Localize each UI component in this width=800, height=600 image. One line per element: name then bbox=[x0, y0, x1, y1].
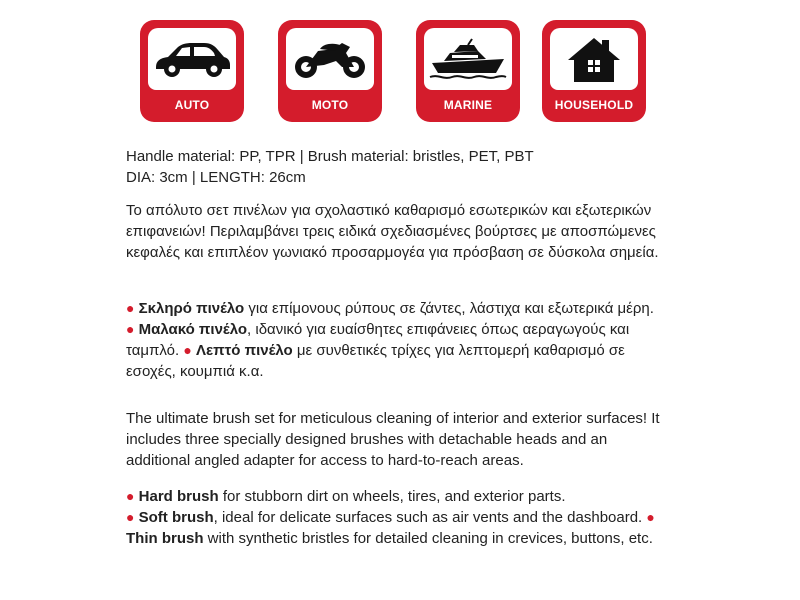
greek-item2-title: Μαλακό πινέλο bbox=[138, 321, 248, 338]
greek-brush-list bbox=[126, 298, 666, 382]
category-label: MARINE bbox=[443, 98, 493, 112]
greek-description bbox=[126, 200, 666, 263]
product-specs bbox=[126, 146, 666, 188]
specs-dimensions: DIA: 3cm | LENGTH: 26cm bbox=[126, 169, 306, 186]
english-item1-text: for stubborn dirt on wheels, tires, and exterior parts. bbox=[218, 488, 566, 505]
greek-brush-paragraph bbox=[126, 298, 666, 382]
english-brush-line2 bbox=[126, 507, 666, 549]
greek-item2-text: , ιδανικό για ευαίσθητες επιφάνειες όπως αεραγωγούς και ταμπλό. bbox=[126, 321, 630, 359]
english-brush-line1 bbox=[126, 486, 666, 507]
english-item3-title: Thin brush bbox=[126, 530, 204, 547]
english-intro-text: The ultimate brush set for meticulous cleaning of interior and exterior surfaces! It includes three specially designed brushes with detachable heads and an additional angled adapter for access to hard-to-reach areas. bbox=[126, 410, 660, 469]
english-item3-text: with synthetic bristles for detailed cleaning in crevices, buttons, etc. bbox=[203, 530, 653, 547]
specs-materials: Handle material: PP, TPR | Brush material: bristles, PET, PBT bbox=[126, 148, 534, 165]
english-item1-title: Hard brush bbox=[138, 488, 219, 505]
bullet-icon: ● bbox=[126, 300, 135, 316]
category-badge-auto bbox=[140, 20, 244, 122]
car-icon bbox=[152, 37, 232, 81]
category-badge-moto bbox=[278, 20, 382, 122]
bullet-icon: ● bbox=[126, 488, 135, 504]
bullet-icon: ● bbox=[183, 342, 192, 358]
category-label: AUTO bbox=[174, 98, 210, 112]
category-label: HOUSEHOLD bbox=[554, 98, 634, 112]
category-icons bbox=[140, 20, 660, 122]
greek-item1-text: για επίμονους ρύπους σε ζάντες, λάστιχα και εξωτερικά μέρη. bbox=[244, 300, 654, 317]
bullet-icon: ● bbox=[646, 509, 655, 525]
bullet-icon: ● bbox=[126, 509, 135, 525]
bullet-icon: ● bbox=[126, 321, 135, 337]
boat-icon bbox=[428, 37, 508, 81]
greek-item1-title: Σκληρό πινέλο bbox=[138, 300, 245, 317]
greek-item3-title: Λεπτό πινέλο bbox=[195, 342, 293, 359]
category-badge-marine bbox=[416, 20, 520, 122]
english-brush-list bbox=[126, 486, 666, 549]
category-badge-household bbox=[542, 20, 646, 122]
motorcycle-icon bbox=[290, 37, 370, 81]
greek-item3-text: με συνθετικές τρίχες για λεπτομερή καθαρισμό σε εσοχές, κουμπιά κ.α. bbox=[126, 342, 625, 380]
english-item2-text: , ideal for delicate surfaces such as air vents and the dashboard. bbox=[213, 509, 647, 526]
english-item2-title: Soft brush bbox=[138, 509, 214, 526]
greek-intro-text: Το απόλυτο σετ πινέλων για σχολαστικό καθαρισμό εσωτερικών και εξωτερικών επιφανειών! Περιλαμβάνει τρεις ειδικά σχεδιασμένες βούρτσες με αποσπώμενες κεφαλές και επιπλέον γωνιακό προσαρμογέα για πρόσβαση σε δύσκολα σημεία. bbox=[126, 202, 659, 261]
english-description bbox=[126, 408, 666, 471]
category-label: MOTO bbox=[311, 98, 349, 112]
house-icon bbox=[564, 34, 624, 84]
